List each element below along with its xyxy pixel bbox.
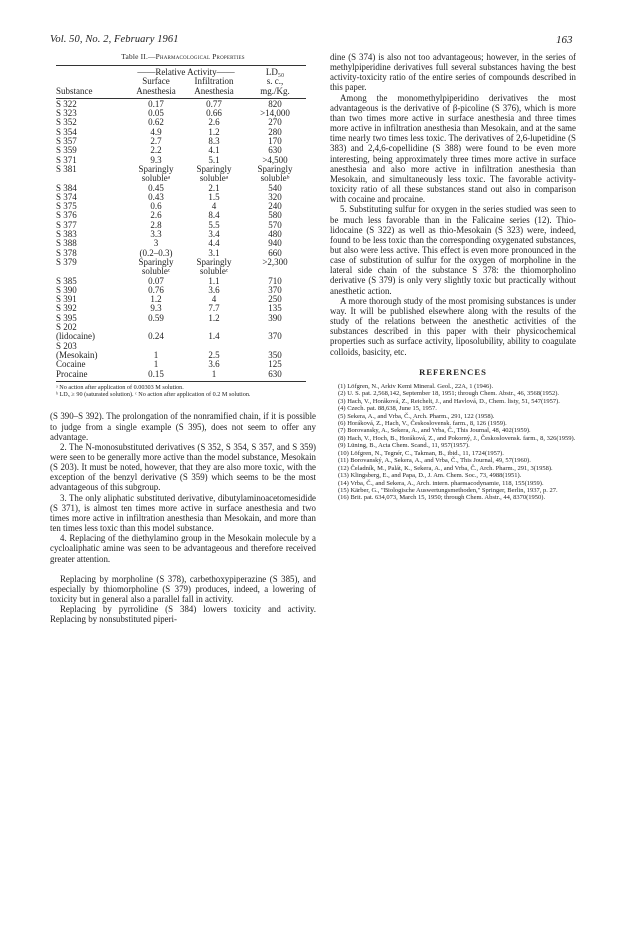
reference-item: (11) Borovanský, A., Sekera, A., and Vrba, Č., This Journal, 49, 57(1960). [338,457,531,465]
paragraph: (S 390–S 392). The prolongation of the nonramified chain, if it is possible to judge from a single example (S 395), does not seem to offer any advantage. [50,411,316,442]
table-cell: 540 [268,182,282,193]
table-cell: S 379 [56,256,77,267]
table-cell: 8.3 [208,136,220,147]
table-cell: S 381 [56,163,77,174]
table-cell: 3 [153,238,159,249]
table-cell: (lidocaine) [56,331,95,342]
table-cell: Cocaine [56,359,86,370]
reference-item: (4) Czech. pat. 88,638, June 15, 1957. [338,405,437,413]
table-cell: 370 [268,331,282,342]
paragraph: 5. Substituting sulfur for oxygen in the series studied was seen to be much less favorable than in the Falicaine series (12). Thio-lidocaine (S 322) as well as thio-Mesokain (S 323) were, indeed, found to be less toxic than the corresponding oxygenated substances, but also were less active. This effect is even more pronounced in the case of substitution of sulfur for the oxygen of morpholine in the lateral side chain of the substance S 378: the thiomorpholino derivative (S 379) is only very slightly toxic but practically without anesthetic action. [330,204,576,296]
table-cell: S 383 [56,229,77,240]
table-cell: solubleᵃ [199,173,229,184]
table-cell: 0.45 [148,182,164,193]
table-cell: S 395 [56,312,77,323]
paragraph: dine (S 374) is also not too advantageous; however, in the series of methylpiperidine derivatives full several substances having the best activity-toxicity ratio of the entire series of compounds described in this paper. [330,52,576,93]
running-header: Vol. 50, No. 2, February 1961 [50,34,179,45]
col-surface-2: Anesthesia [136,85,176,96]
table-cell: 3.3 [150,229,162,240]
table-cell: S 378 [56,247,77,258]
table-cell: Sparingly [257,163,293,174]
table-cell: 580 [268,210,282,221]
group-header: ——Relative Activity—— [137,67,235,77]
table-cell: solubleᵃ [141,173,171,184]
table-cell: 0.76 [148,284,164,295]
table-cell: S 352 [56,117,77,128]
table-cell: 4 [211,294,217,305]
table-cell: 660 [268,247,282,258]
reference-item: (6) Horáková, Z., Hach, V., Československ. farm., 8, 126 (1959). [338,419,507,427]
table-title-prefix: Table II.— [121,52,156,61]
table-cell: 0.05 [148,108,164,119]
table-cell: 4.9 [150,126,162,137]
paragraph: 3. The only aliphatic substituted derivative, dibutylaminoacetomesidide (S 371), is almost ten times more active in surface anesthesia and two times more active in infiltration anesthesia than Mesokain, and more than ten times less toxic than this model substance. [50,492,316,534]
table-cell: S 202 [56,322,77,333]
table-cell: 370 [268,284,282,295]
table-cell: 630 [268,145,282,156]
table-cell: 820 [268,98,282,109]
table-cell: 320 [268,191,282,202]
table-cell: 2.2 [150,145,162,156]
table-cell: 0.07 [148,275,164,286]
table-cell: 9.3 [150,154,162,165]
reference-item: (3) Hach, V., Horáková, Z., Reichelt, J., and Havlová, D., Chem. listy, 51, 547(1957). [338,397,560,405]
table-cell: S 323 [56,108,77,119]
table-cell: 1.5 [208,191,220,202]
right-body-text [330,52,576,357]
reference-item: (9) Lüning, B., Acta Chem. Scand., 11, 957(1957). [338,442,470,450]
table-cell: 3.4 [208,229,220,240]
table-row [56,314,306,323]
table-cell: S 385 [56,275,77,286]
table-cell: S 376 [56,210,77,221]
table-body [56,100,306,379]
table-cell: 2.1 [208,182,220,193]
table-cell: Sparingly [138,256,174,267]
table-cell: Sparingly [196,256,232,267]
table-cell: 350 [268,349,282,360]
table-cell: 125 [268,359,282,370]
reference-item: (2) U. S. pat. 2,568,142, September 18, 1951; through Chem. Abstr., 46, 3568(1952). [338,390,559,398]
table-cell: 0.6 [150,201,162,212]
col-infil-2: Anesthesia [194,85,234,96]
table-cell: >14,000 [260,108,290,119]
reference-item: (1) Löfgren, N., Arkiv Kemi Mineral. Geol., 22A, 1 (1946). [338,382,494,390]
table-cell: 0.17 [148,98,164,109]
table-cell: 1.2 [208,312,220,323]
table-cell: 0.77 [206,98,222,109]
table-cell: S 322 [56,98,77,109]
table-cell: 630 [268,368,282,379]
table-footnotes [56,385,316,399]
table-cell: 710 [268,275,282,286]
table-cell: 9.3 [150,303,162,314]
table-cell: 8.4 [208,210,220,221]
col-ld-2: s. c., [266,76,284,87]
paragraph: A more thorough study of the most promising substances is under way. It will be published elsewhere along with the results of the study of the relations between the anesthetic activities of the substances described in this paper with their physicochemical properties such as surface activity, liposolubility, ability to coagulate colloids, basicity, etc. [330,295,576,357]
table-cell: S 374 [56,191,77,202]
table-cell: Sparingly [138,163,174,174]
table-cell: 5.5 [208,219,220,230]
table-cell: S 390 [56,284,77,295]
table-row [56,332,306,341]
table-cell: 280 [268,126,282,137]
table-cell: S 384 [56,182,77,193]
table-cell: 5.1 [208,154,220,165]
table-cell: Procaine [56,368,88,379]
table-cell: 940 [268,238,282,249]
paragraph: Replacing by morpholine (S 378), carbethoxypiperazine (S 385), and especially by thiomorpholine (S 379) produces, indeed, a lowering of toxicity but in general also a parallel fall in activity. [50,573,316,605]
table-cell: 3.6 [208,284,220,295]
paragraph: 4. Replacing of the diethylamino group in the Mesokain molecule by a cycloaliphatic amine was seen to be advantageous and therefore received greater attention. [50,533,316,564]
table-title-main: Pharmacological Properties [155,52,245,61]
reference-item: (10) Löfgren, N., Tegnér, C., Takman, B., ibid., 11, 1724(1957). [338,449,504,457]
table-cell: solubleᶜ [199,266,229,277]
table-cell: 3.1 [208,247,220,258]
table-cell: 250 [268,294,282,305]
table-cell: >2,300 [262,256,288,267]
table-cell: (0.2–0.3) [139,247,173,258]
table-cell: S 375 [56,201,77,212]
table-cell: 1 [153,359,159,370]
paragraph: Among the monomethylpiperidino derivatives the most advantageous is the derivative of β-picoline (S 376), which is more than two times more active in surface anesthesia and three times more active in infiltration anesthesia than Mesokain, and at the same time nearly two times less toxic. The derivatives of 2,6-lupetidine (S 383) and 2,4,6-copellidine (S 388) were found to be even more interesting, being approximately three times more active in surface anesthesia and also more active in infiltration anesthesia than Mesokain, and simultaneously less toxic. The favorable activity-toxicity ratio of all these substances stand out also in comparison with cocaine and procaine. [330,92,576,205]
table-cell: 240 [268,201,282,212]
table-cell: 0.62 [148,117,164,128]
references-heading: REFERENCES [419,366,487,377]
reference-item: (8) Hach, V., Hoch, B., Horáková, Z., and Pokorný, J., Československ. farm., 8, 326(1959). [338,434,576,442]
table-cell: S 354 [56,126,77,137]
table-cell: >4,500 [262,154,288,165]
table-cell: (Mesokain) [56,349,98,360]
reference-item: (12) Čeladník, M., Palát, K., Sekera, A., and Vrba, Č., Arch. Pharm., 291, 3(1958). [338,464,553,472]
table-row [56,370,306,379]
table-row [56,258,306,267]
table-cell: 1.1 [208,275,220,286]
col-substance: Substance [56,85,93,96]
table-cell: S 359 [56,145,77,156]
table-top-rule [56,65,306,66]
footnote-b: ᵇ LD₅ ≥ 90 (saturated solution). ᶜ No action after application of 0.2 M solution. [56,390,251,398]
table-cell: S 371 [56,154,77,165]
table-cell: 135 [268,303,282,314]
table-cell: 2.6 [150,210,162,221]
col-infil-1: Infiltration [194,76,234,87]
table-cell: 4.4 [208,238,220,249]
reference-item: (7) Borovansky, A., Sekera, A., and Vrba, Č., This Journal, 48, 402(1959). [338,427,531,435]
table-cell: 3.6 [208,359,220,370]
table-cell: S 377 [56,219,77,230]
table-cell: 270 [268,117,282,128]
table-cell: 2.5 [208,349,220,360]
table-cell: 1.4 [208,331,220,342]
reference-item: (13) Klingsberg, E., and Papa, D., J. Am. Chem. Soc., 73, 4988(1951). [338,472,522,480]
table-cell: 570 [268,219,282,230]
paragraph: Replacing by pyrrolidine (S 384) lowers toxicity and activity. Replacing by nonsubstituted piperi- [50,604,316,625]
table-cell: 4.1 [208,145,220,156]
table-cell: S 357 [56,136,77,147]
table-header [56,68,306,96]
table-cell: 1.2 [208,126,220,137]
table-cell: 1 [153,349,159,360]
table-cell: solubleᶜ [141,266,171,277]
page-number: 163 [556,34,573,46]
col-ld-3: mg./Kg. [260,85,290,96]
table-cell: 0.43 [148,191,164,202]
table-cell: S 388 [56,238,77,249]
table-cell: 0.15 [148,368,164,379]
reference-item: (16) Brit. pat. 634,073, March 15, 1950; through Chem. Abstr., 44, 8370(1950). [338,494,546,502]
table-cell: 1 [211,368,217,379]
table-cell: 7.7 [208,303,220,314]
right-column [330,50,576,502]
table-cell: 2.8 [150,219,162,230]
table-cell: Sparingly [196,163,232,174]
table-cell: S 391 [56,294,77,305]
reference-item: (5) Sekera, A., and Vrba, Č., Arch. Pharm., 291, 122 (1958). [338,412,495,420]
table-cell: 2.6 [208,117,220,128]
table-cell: 0.24 [148,331,164,342]
table-title [50,52,316,61]
table-cell: solubleᵇ [260,173,290,184]
table-cell: 170 [268,136,282,147]
table-cell: S 392 [56,303,77,314]
table-cell: 0.59 [148,312,164,323]
table-cell: 480 [268,229,282,240]
reference-item: (14) Vrba, Č., and Sekera, A., Arch. intern. pharmacodynamie, 118, 155(1959). [338,479,544,487]
footnote-a: ᵃ No action after application of 0.00303 M solution. [56,383,184,391]
left-body-text [50,411,316,624]
references-list [330,383,576,502]
reference-item: (15) Kärber, G., "Biologische Auswertungsmethoden," Springer, Berlin, 1937, p. 27. [338,487,558,495]
table-cell: 4 [211,201,217,212]
table-cell: 0.66 [206,108,222,119]
table-cell: S 203 [56,340,77,351]
table-cell: 390 [268,312,282,323]
col-surface-1: Surface [142,76,170,87]
left-column [50,50,316,625]
col-ld-1: LD₅₀ [265,67,285,77]
table-cell: 2.7 [150,136,162,147]
table-cell: 1.2 [150,294,162,305]
table-bottom-rule [56,381,306,382]
paragraph: 2. The N-monosubstituted derivatives (S 352, S 354, S 357, and S 359) were seen to be generally more active than the model substance, Mesokain (S 203). It must be noted, however, that they are also more toxic, with the exception of the benzyl derivative (S 359) which seems to be the most advantageous of this subgroup. [50,441,316,493]
